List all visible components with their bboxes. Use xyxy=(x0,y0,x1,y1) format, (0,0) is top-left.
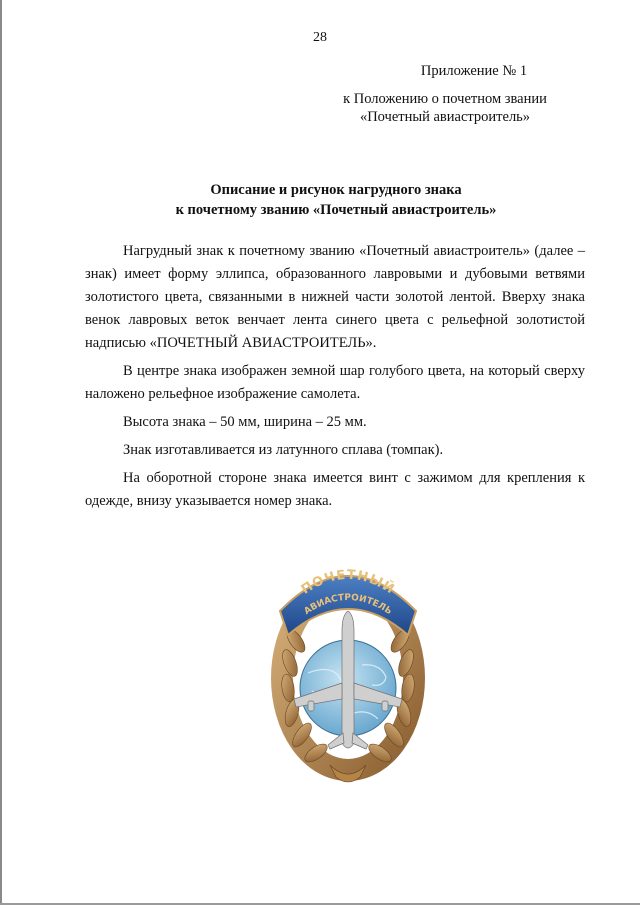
body-text xyxy=(85,240,585,518)
paragraph-material: Знак изготавливается из латунного сплава (томпак). xyxy=(123,442,444,458)
paragraph-center: В центре знака изображен земной шар голубого цвета, на который сверху наложено рельефное изображение самолета. xyxy=(85,363,585,402)
scan-left-edge xyxy=(0,0,2,905)
appendix-header xyxy=(300,62,590,126)
heading-line-2: к почетному званию «Почетный авиастроитель» xyxy=(175,202,497,218)
ribbon-text-top: ПОЧЕТНЫЙ xyxy=(298,567,398,598)
badge-image xyxy=(268,553,428,791)
ribbon-text-bottom: АВИАСТРОИТЕЛЬ xyxy=(302,592,394,618)
appendix-title: Приложение № 1 xyxy=(420,63,528,79)
page-number: 28 xyxy=(313,30,327,45)
heading-line-1: Описание и рисунок нагрудного знака xyxy=(210,182,462,198)
paragraph-description: Нагрудный знак к почетному званию «Почетный авиастроитель» (далее – знак) имеет форму эллипса, образованного лавровыми и дубовыми ветвями золотистого цвета, связанными в нижней части золотой лентой. Вверху знака венок лавровых веток венчает лента синего цвета с рельефной золотистой надписью «ПОЧЕТНЫЙ АВИАСТРОИТЕЛЬ». xyxy=(85,243,585,351)
appendix-reference: к Положению о почетном звании xyxy=(343,91,547,107)
document-heading xyxy=(0,180,640,220)
paragraph-reverse: На оборотной стороне знака имеется винт с зажимом для крепления к одежде, внизу указывается номер знака. xyxy=(85,470,585,509)
appendix-reference-title: «Почетный авиастроитель» xyxy=(359,109,531,125)
paragraph-size: Высота знака – 50 мм, ширина – 25 мм. xyxy=(123,414,367,430)
